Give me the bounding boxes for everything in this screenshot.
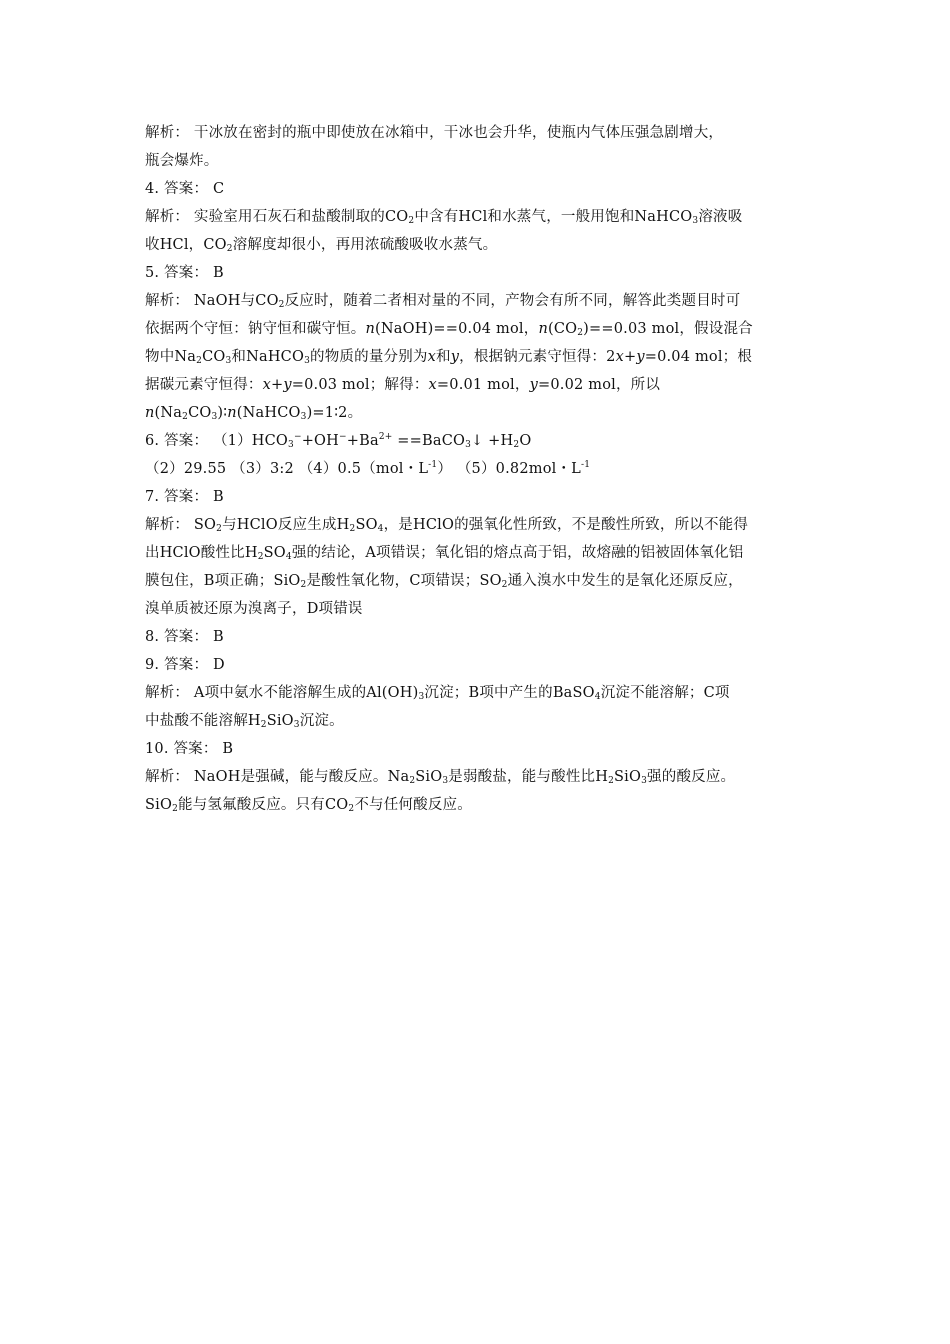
- text-line: 依据两个守恒：钠守恒和碳守恒。n(NaOH)==0.04 mol，$n(CO_2)==0.03$ mol，假设混合: [145, 321, 753, 338]
- text-line: 解析： $SO_2$与HClO反应生成$H_2SO_4$，是HClO的强氧化性所致，不是酸性所致，所以不能得: [145, 517, 749, 534]
- text-line: 收HCl，$CO_2$溶解度却很小，再用浓硫酸吸收水蒸气。: [145, 237, 498, 254]
- text-line: 瓶会爆炸。: [145, 153, 219, 169]
- text-line: 解析： A项中氨水不能溶解生成的$Al(OH)_3$沉淀；B项中产生的BaSO$_4$沉淀不能溶解；C项: [145, 685, 730, 702]
- text-line: 据碳元素守恒得：x+y=0.03 mol；解得：x=0.01 mol，y=0.02 mol，所以: [145, 377, 661, 393]
- text-line: 解析： NaOH是强碱，能与酸反应。$Na_2SiO_3$是弱酸盐，能与酸性比$H_2SiO_3$强的酸反应。: [145, 769, 736, 786]
- text-line: 解析： 干冰放在密封的瓶中即使放在冰箱中，干冰也会升华，使瓶内气体压强急剧增大，: [145, 125, 724, 141]
- text-line: 解析： NaOH与$CO_2$反应时，随着二者相对量的不同，产物会有所不同，解答此类题目时可: [145, 293, 741, 310]
- text-line: 出HClO酸性比$H_2SO_4$强的结论，A项错误；氧化铝的熔点高于铝，故熔融的铝被固体氧化铝: [145, 545, 744, 562]
- text-line: 膜包住，B项正确；SiO$_2$是酸性氧化物，C项错误；$SO_2$通入溴水中发生的是氧化还原反应，: [145, 573, 743, 590]
- text-line: SiO$_2$能与氢氟酸反应。只有$CO_2$不与任何酸反应。: [145, 797, 472, 814]
- answer-line-q6: 6. 答案： $(1)HCO_3^-+OH^-+Ba^{2+}$ ==BaCO$_3$↓ $+H_2O$: [145, 432, 532, 450]
- text-line: 解析： 实验室用石灰石和盐酸制取的$CO_2$中含有HCl和水蒸气，一般用饱和NaHCO$_3$溶液吸: [145, 209, 743, 226]
- text-line: （2）29.55 （3）3:2 （4）0.5（mol・$L^{-1}$） （5）0.82mol・$L^{-1}$: [145, 460, 591, 477]
- answer-line-q9: 9. 答案： D: [145, 657, 225, 673]
- answer-line-q4: 4. 答案： C: [145, 181, 225, 197]
- answer-line-q7: 7. 答案： B: [145, 489, 224, 505]
- text-line: 溴单质被还原为溴离子，D项错误: [145, 601, 363, 617]
- answer-line-q8: 8. 答案： B: [145, 629, 224, 645]
- text-line: 物中$Na_2CO_3$和NaHCO$_3$的物质的量分别为x和y，根据钠元素守恒得：2x+y=0.04 mol；根: [145, 349, 753, 366]
- answer-document: [145, 119, 815, 819]
- answer-line-q10: 10. 答案： B: [145, 741, 234, 757]
- answer-line-q5: 5. 答案： B: [145, 265, 224, 281]
- text-line: $n(Na_2CO_3)∶n(NaHCO_3)=1∶2$。: [145, 405, 363, 422]
- text-line: 中盐酸不能溶解$H_2SiO_3$沉淀。: [145, 713, 344, 730]
